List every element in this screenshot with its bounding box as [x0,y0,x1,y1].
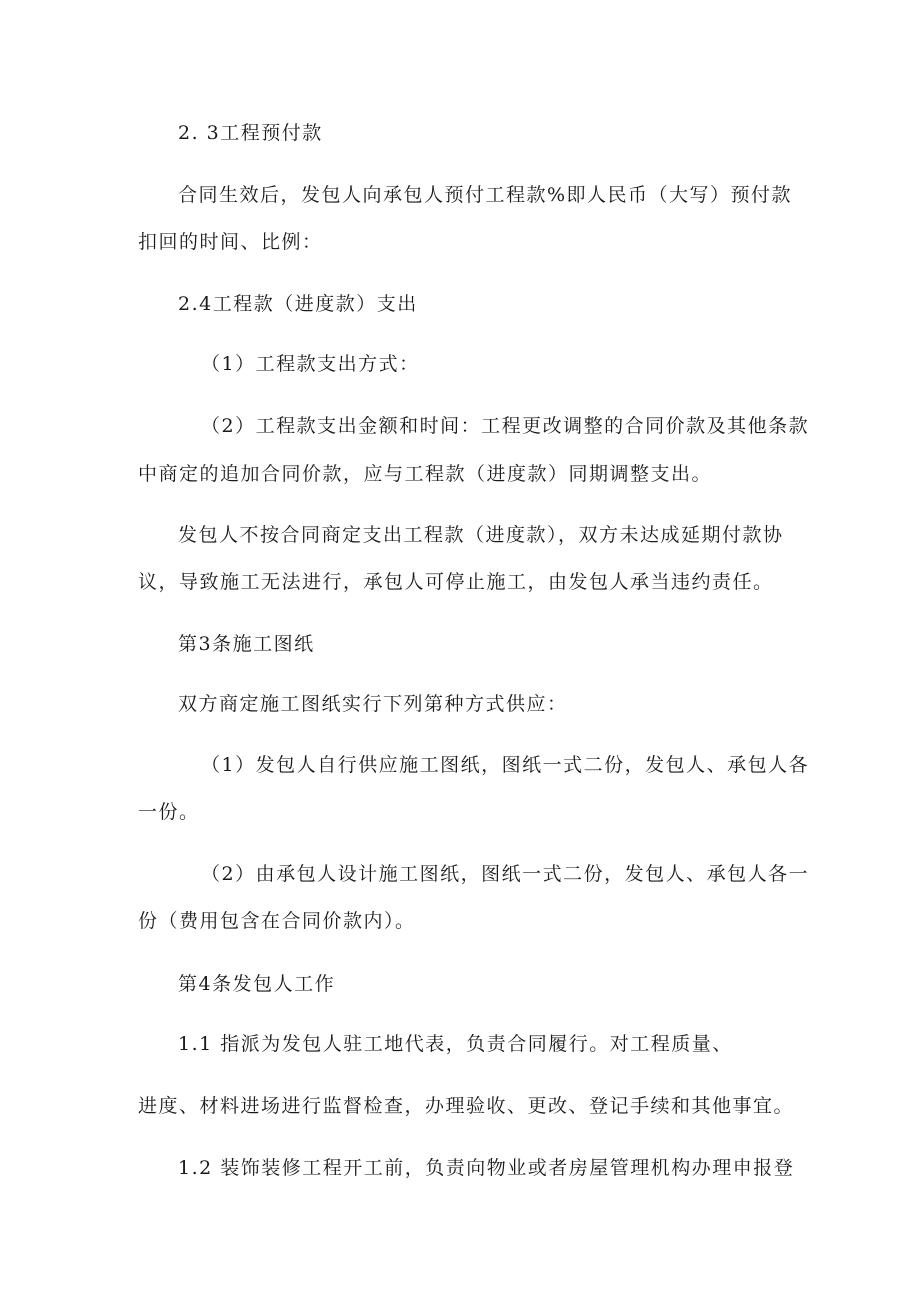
list-item: （2）工程款支出金额和时间：工程更改调整的合同价款及其他条款 [201,415,810,437]
list-item: （2）由承包人设计施工图纸，图纸一式二份，发包人、承包人各一 [201,863,810,885]
paragraph-line: 1.1 指派为发包人驻工地代表，负责合同履行。对工程质量、 [178,1033,733,1055]
paragraph-line: 中商定的追加合同价款，应与工程款（进度款）同期调整支出。 [138,463,713,485]
paragraph-line: 议，导致施工无法进行，承包人可停止施工，由发包人承当违约责任。 [138,571,774,593]
paragraph-line: 进度、材料进场进行监督检查，办理验收、更改、登记手续和其他事宜。 [138,1095,795,1117]
list-item: （1）发包人自行供应施工图纸，图纸一式二份，发包人、承包人各 [201,754,810,776]
paragraph-line: 扣回的时间、比例： [138,231,323,253]
paragraph-line: 份（费用包含在合同价款内）。 [138,910,416,932]
section-heading-2-4: 2.4工程款（进度款）支出 [178,293,418,315]
paragraph-line: 一份。 [138,801,200,823]
paragraph-line: 双方商定施工图纸实行下列第种方式供应： [178,693,568,715]
list-item: （1）工程款支出方式： [201,353,420,375]
paragraph-line: 1.2 装饰装修工程开工前，负责向物业或者房屋管理机构办理申报登 [178,1157,795,1179]
article-heading-4: 第4条发包人工作 [178,973,336,995]
paragraph-line: 合同生效后，发包人向承包人预付工程款%即人民币（大写）预付款 [178,184,793,206]
article-heading-3: 第3条施工图纸 [178,633,315,655]
section-heading-2-3: 2. 3工程预付款 [178,122,323,144]
paragraph-line: 发包人不按合同商定支出工程款（进度款），双方未达成延期付款协 [178,524,784,546]
